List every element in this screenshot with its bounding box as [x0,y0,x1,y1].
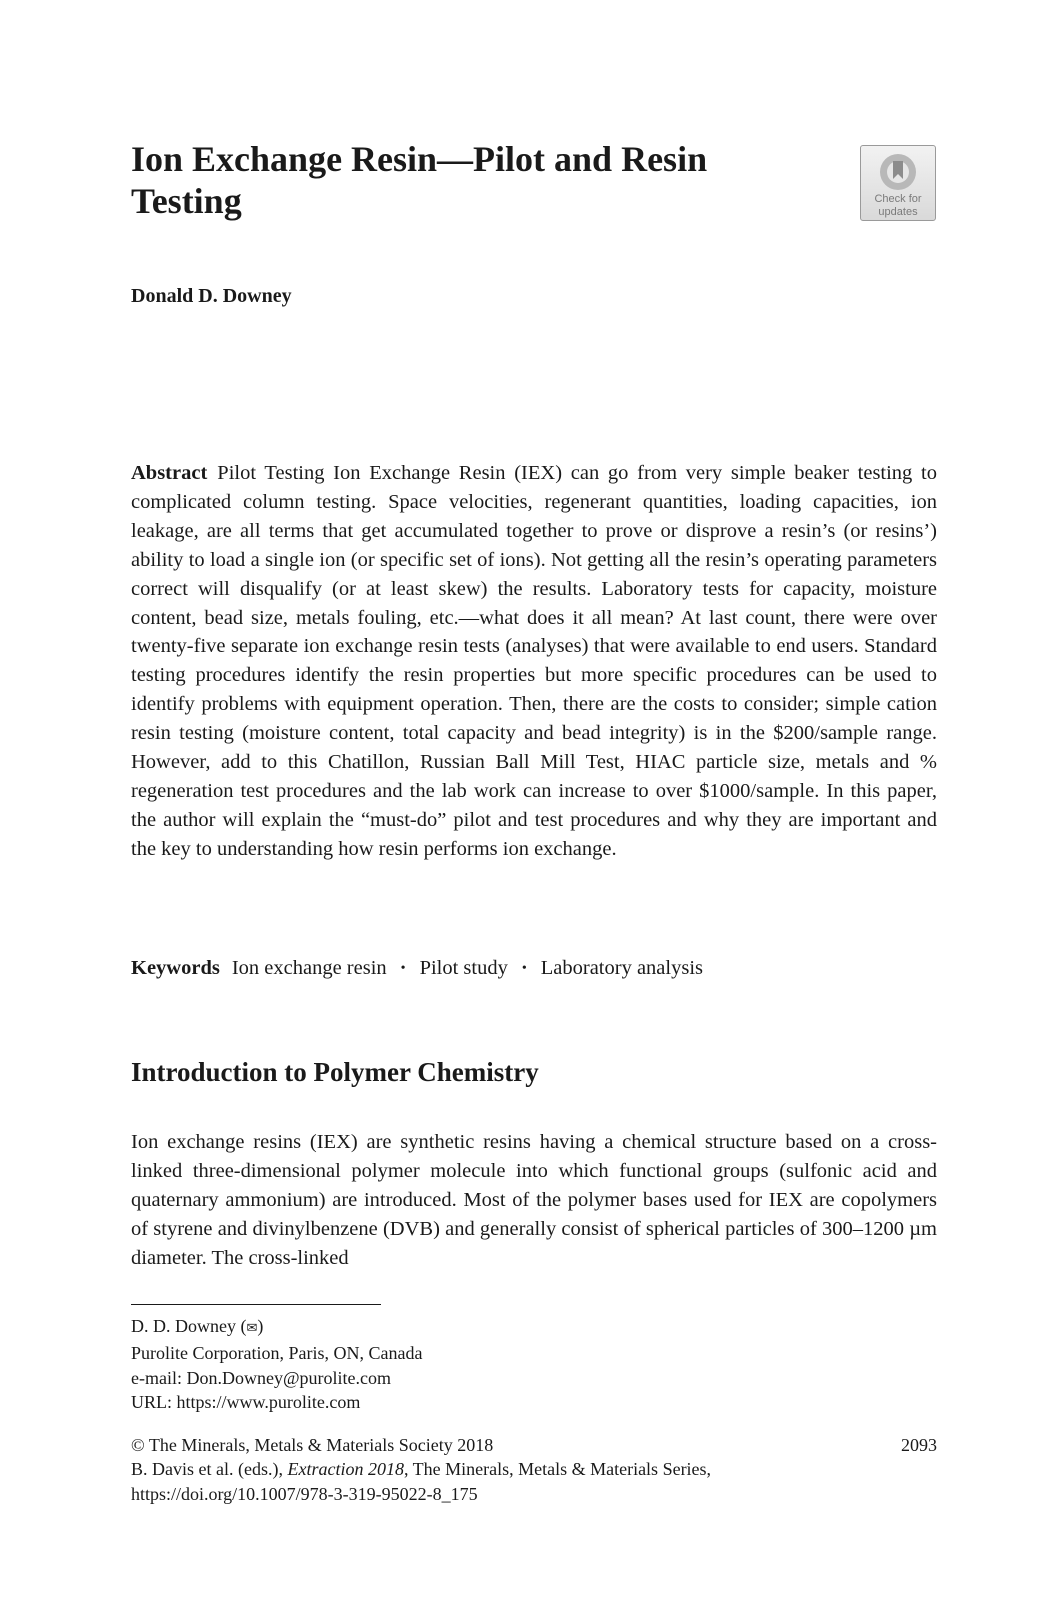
doi-link[interactable]: https://doi.org/10.1007/978-3-319-95022-8_175 [131,1483,478,1504]
keyword-item: Pilot study [419,957,508,979]
keyword-item: Laboratory analysis [540,957,704,979]
keyword-item: Ion exchange resin [231,957,387,979]
keyword-separator: • [521,961,527,976]
section-heading: Introduction to Polymer Chemistry [131,1057,539,1087]
footnote-affiliation: Purolite Corporation, Paris, ON, Canada [131,1343,423,1364]
copyright-line: © The Minerals, Metals & Materials Society 2018 [131,1435,494,1455]
citation-editors: B. Davis et al. (eds.), [131,1459,283,1480]
mail-icon: ✉ [246,1321,258,1336]
publication-info [131,1433,937,1506]
citation-series: , The Minerals, Metals & Materials Series, [403,1459,712,1480]
author-name: Donald D. Downey [131,285,292,307]
abstract-label: Abstract [131,462,208,484]
footnote-url[interactable]: URL: https://www.purolite.com [131,1391,361,1412]
citation-line [131,1457,937,1481]
footnote-email[interactable]: e-mail: Don.Downey@purolite.com [131,1367,392,1388]
paper-title: Ion Exchange Resin—Pilot and Resin Testing [131,139,708,221]
footnote-author-line: D. D. Downey (✉) [131,1316,264,1336]
footnote-author: D. D. Downey [131,1316,236,1336]
keywords [131,954,937,983]
badge-label-line2: updates [878,206,918,218]
keywords-label: Keywords [131,957,220,979]
author-footnote [131,1314,422,1414]
abstract-text: Pilot Testing Ion Exchange Resin (IEX) can go from very simple beaker testing to complicated column testing. Space velocities, regenerant quantities, loading capacities, ion leakage, are all terms that get accumulated together to prove or disprove a resin’s (or resins’) ability to load a single ion (or specific set of ions). Not getting all the resin’s operating parameters correct will disqualify (or at least skew) the results. Laboratory tests for capacity, moisture content, bead size, metals fouling, etc.—what does it all mean? At last count, there were over twenty-five separate ion exchange resin tests (analyses) that were available to end users. Standard testing procedures identify the resin properties but more specific procedures can be used to identify problems with equipment operation. Then, there are the costs to consider; simple cation resin testing (moisture content, total capacity and bead integrity) is in the $200/sample range. However, add to this Chatillon, Russian Ball Mill Test, HIAC particle size, metals and % regeneration test procedures and the lab work can increase to over $1000/sample. In this paper, the author will explain the “must-do” pilot and test procedures and why they are important and the key to understanding how resin performs ion exchange. [131,462,937,860]
badge-label-line1: Check for [874,193,922,205]
crossmark-icon [878,152,918,192]
citation-book-title: Extraction 2018 [287,1459,404,1480]
abstract [131,459,937,864]
check-for-updates-badge[interactable] [860,145,936,221]
section-body-text: Ion exchange resins (IEX) are synthetic resins having a chemical structure based on a cross-linked three-dimensional polymer molecule into which functional groups (sulfonic acid and quaternary ammonium) are introduced. Most of the polymer bases used for IEX are copolymers of styrene and divinylbenzene (DVB) and generally consist of spherical particles of 300–1200 µm diameter. The cross-linked [131,1131,937,1269]
footnote-divider [131,1304,381,1305]
page-number: 2093 [901,1435,937,1455]
keyword-separator: • [400,961,406,976]
